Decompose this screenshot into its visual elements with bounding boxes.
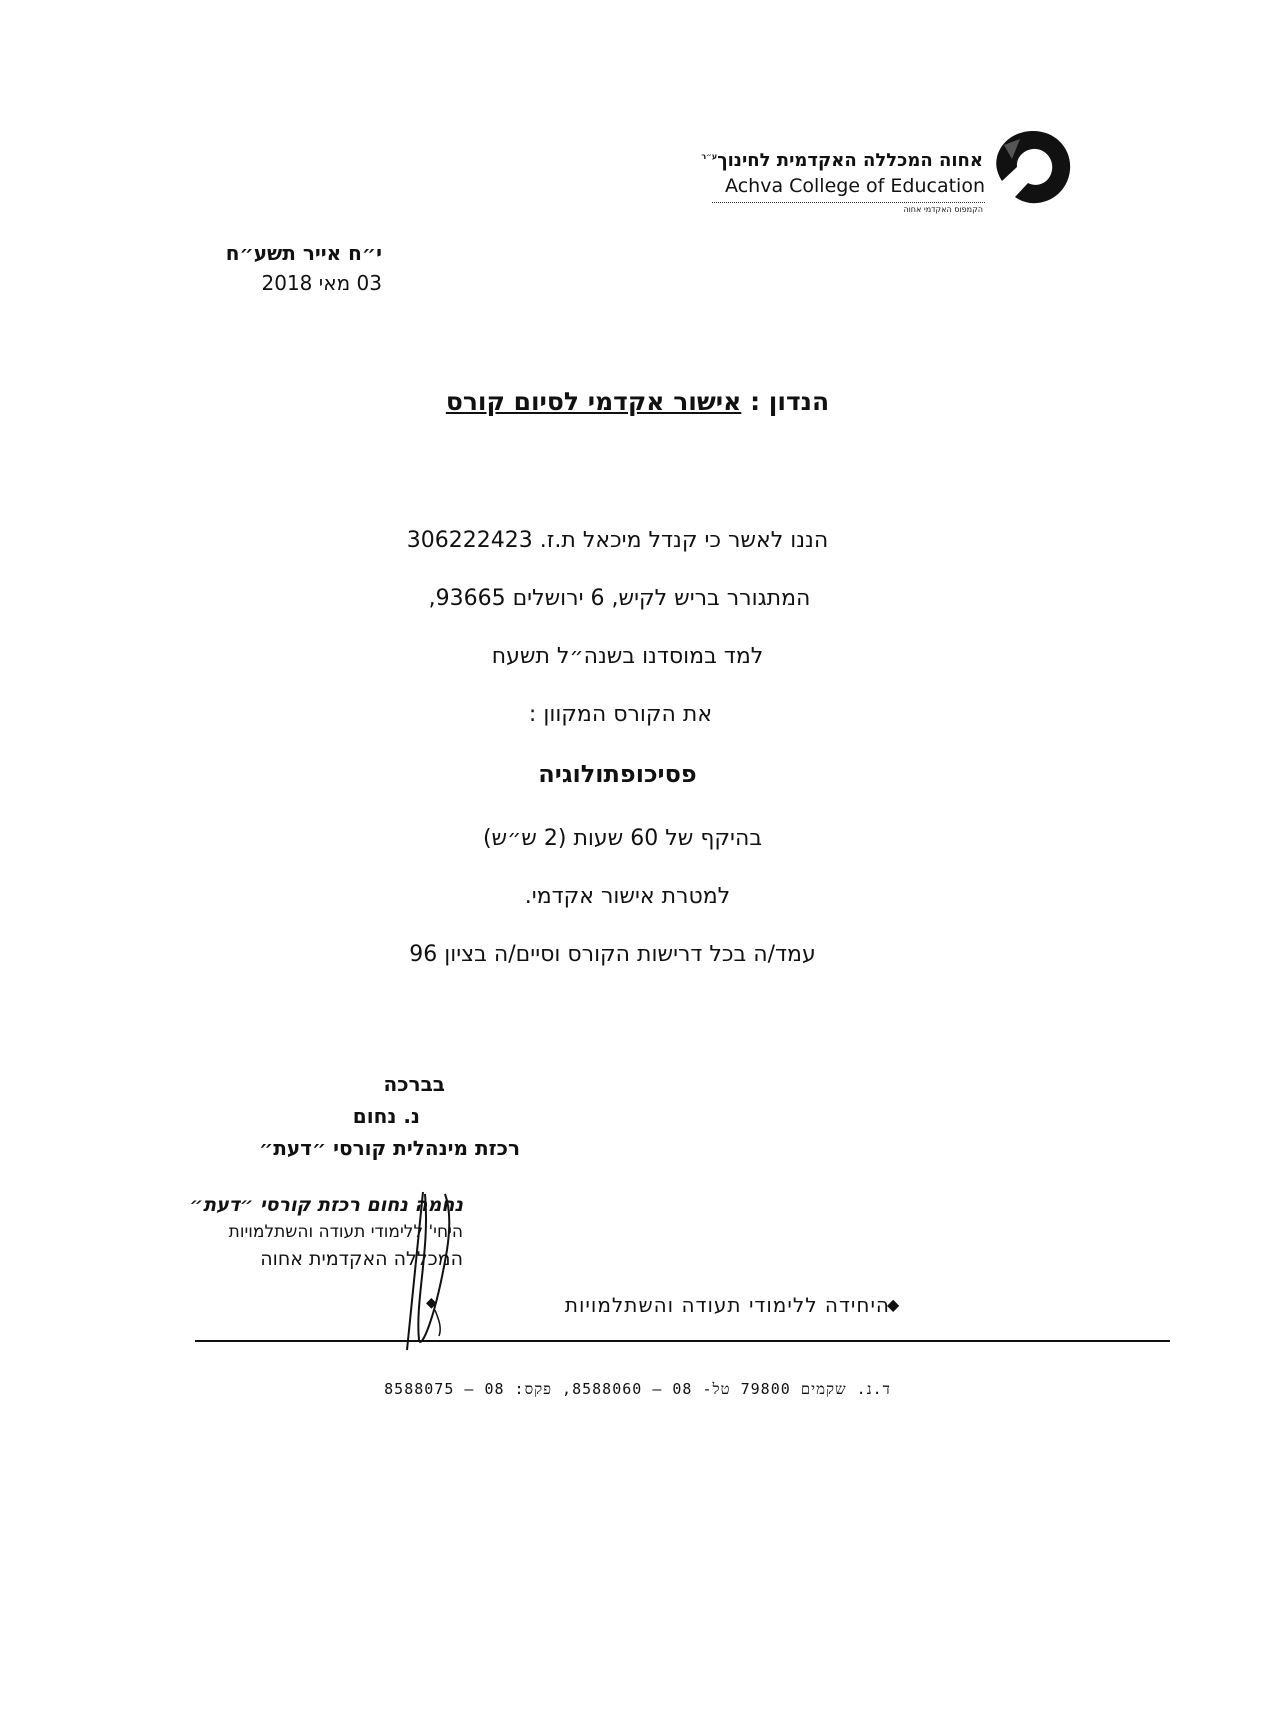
college-tagline: הקמפוס האקדמי אחוה [903,205,983,214]
gregorian-date: 03 מאי 2018 [261,271,382,295]
stamp-line-name: נחמה נחום רכזת קורסי ״דעת״ [189,1194,463,1216]
course-name: פסיכופתולוגיה [538,760,697,788]
hebrew-date: י״ח אייר תשע״ח [225,241,382,265]
stamp-line-unit: היחי' ללימודי תעודה והשתלמויות [228,1222,463,1242]
purpose-line: למטרת אישור אקדמי. [524,884,731,909]
subject-prefix: הנדון : [750,387,830,416]
college-logo-icon [990,125,1076,211]
date-block [226,238,382,298]
course-hours-line: בהיקף של 60 שעות (2 ש״ש) [482,826,763,851]
footer-divider [195,1340,1170,1342]
signer-name: נ. נחום [352,1104,420,1128]
address-line: המתגורר בריש לקיש, 6 ירושלים 93665, [428,586,811,611]
bullet-icon: ◆ [887,1295,900,1314]
confirmation-line: הננו לאשר כי קנדל מיכאל ת.ז. 306222423 [406,528,829,553]
stamp-line-college: המכללה האקדמית אחוה [260,1248,463,1270]
study-year-line: למד במוסדנו בשנה״ל תשעח [491,644,764,669]
college-name-hebrew-text: אחוה המכללה האקדמית לחינוך [717,150,983,171]
bullet-icon: ◆ [426,1295,437,1311]
footer-address: ד.נ. שקמים 79800 טל- 08 – 8588060, פקס: 08 – 8588075 [384,1380,891,1398]
closing-greeting: בברכה [383,1072,445,1096]
college-name-hebrew [701,150,983,171]
subject-title: אישור אקדמי לסיום קורס [445,387,742,416]
college-name-english: Achva College of Education [725,175,985,197]
course-intro-line: את הקורס המקוון : [528,702,713,727]
subject-line [0,387,1275,416]
college-name-suffix: ע״ר [701,152,718,161]
handwritten-signature-icon [395,1190,455,1360]
signer-role: רכזת מינהלית קורסי ״דעת״ [259,1136,520,1160]
unit-name: היחידה ללימודי תעודה והשתלמויות [564,1293,890,1317]
grade-line: עמד/ה בכל דרישות הקורס וסיים/ה בציון 96 [409,942,816,967]
logo-divider [712,202,985,203]
signature-block [259,1068,520,1164]
